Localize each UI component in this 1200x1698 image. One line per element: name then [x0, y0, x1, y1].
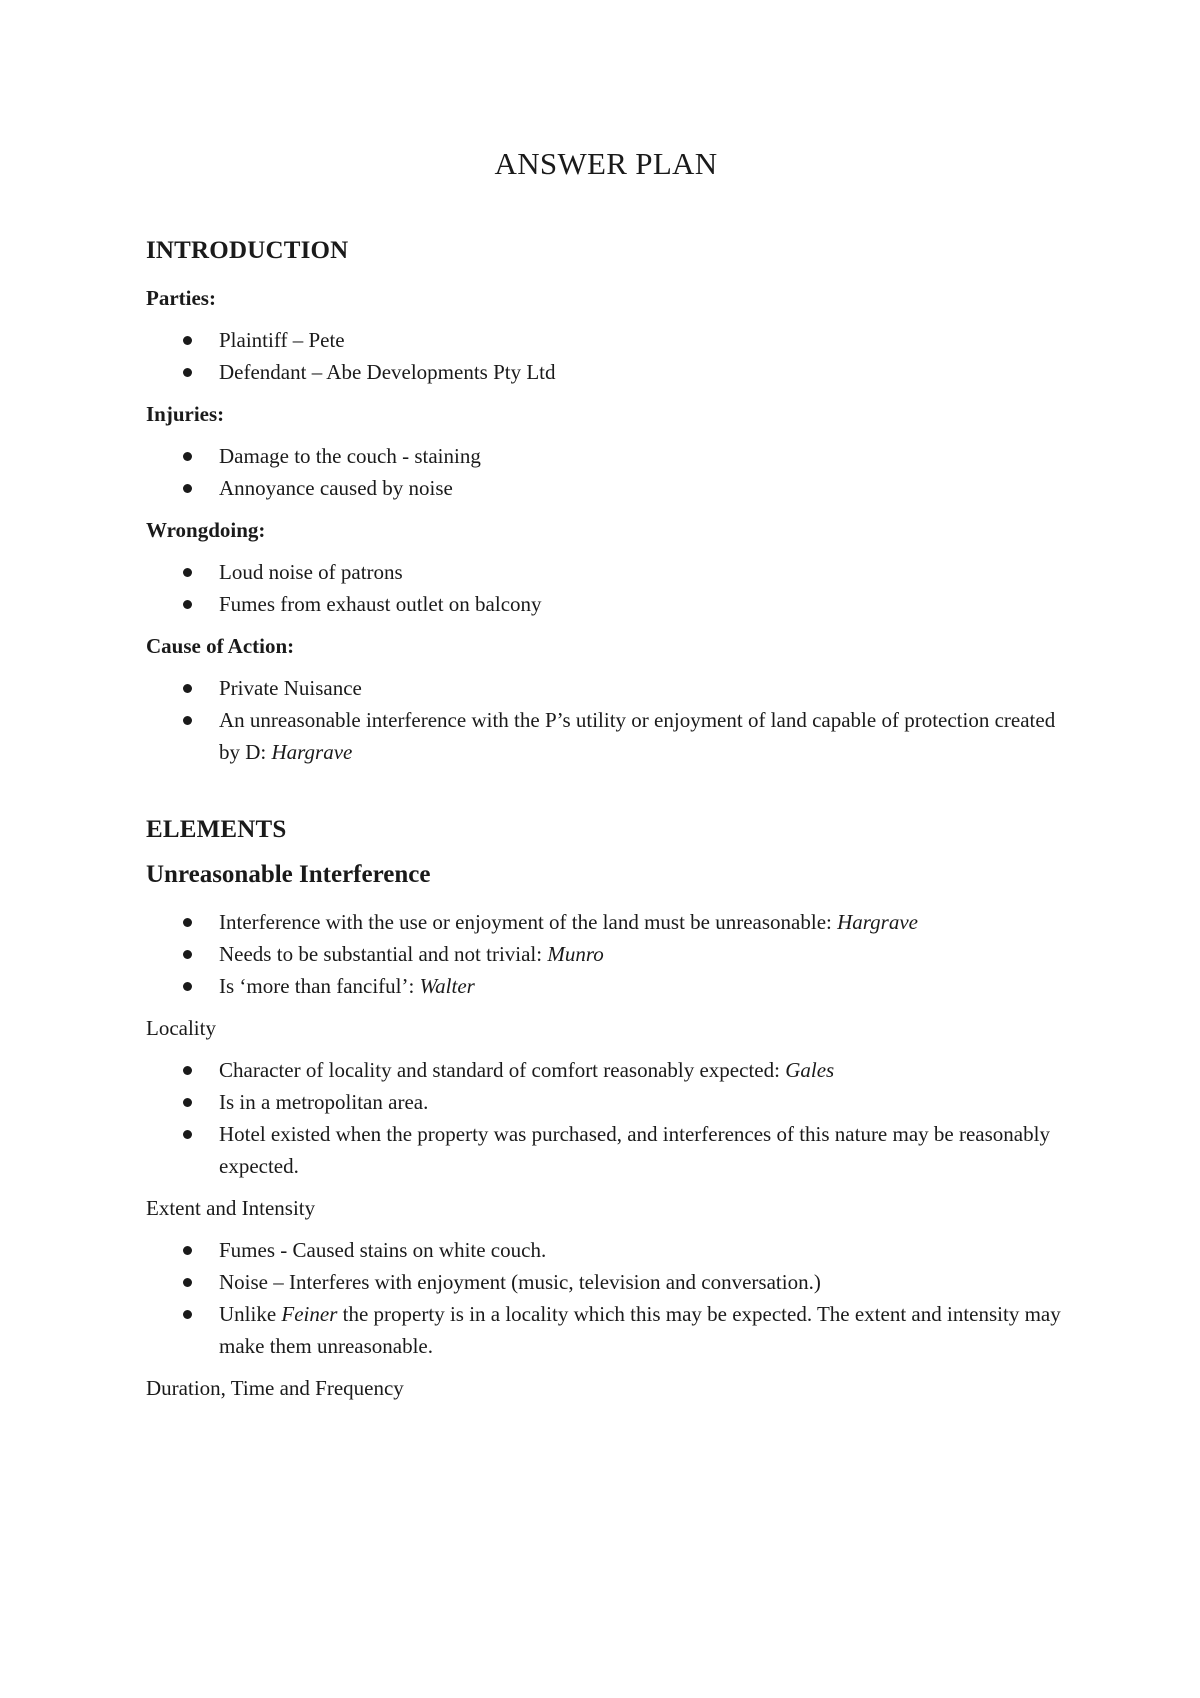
- list-item: [146, 588, 1066, 620]
- list-item: [146, 1054, 1066, 1086]
- unreasonable-interference-heading: Unreasonable Interference: [146, 861, 431, 888]
- injuries-label: Injuries:: [146, 402, 225, 426]
- list-item-text: Is in a metropolitan area.: [219, 1090, 429, 1114]
- cause-of-action-label: Cause of Action:: [146, 634, 295, 658]
- list-item: [146, 1118, 1066, 1182]
- duration-time-frequency-label: Duration, Time and Frequency: [146, 1376, 404, 1400]
- extent-intensity-list: [146, 1234, 1066, 1362]
- list-item: [146, 704, 1066, 768]
- list-item: [146, 906, 1066, 938]
- list-item: [146, 356, 1066, 388]
- list-item: [146, 1234, 1066, 1266]
- list-item: [146, 440, 1066, 472]
- bullet-icon: [183, 918, 192, 927]
- list-item-text: the property is in a locality which this may be expected. The extent and intensity may make them unreasonable.: [219, 1302, 1061, 1358]
- case-citation: Walter: [419, 974, 475, 998]
- case-citation: Gales: [785, 1058, 835, 1082]
- bullet-icon: [183, 1278, 192, 1287]
- list-item: [146, 324, 1066, 356]
- extent-intensity-label: Extent and Intensity: [146, 1196, 316, 1220]
- list-item: [146, 472, 1066, 504]
- bullet-icon: [183, 568, 192, 577]
- list-item-text: Needs to be substantial and not trivial:: [219, 942, 548, 966]
- list-item: [146, 938, 1066, 970]
- locality-label: Locality: [146, 1016, 216, 1040]
- case-citation: Hargrave: [271, 740, 353, 764]
- bullet-icon: [183, 1130, 192, 1139]
- bullet-icon: [183, 1310, 192, 1319]
- bullet-icon: [183, 1066, 192, 1075]
- list-item: [146, 1086, 1066, 1118]
- list-item: [146, 1266, 1066, 1298]
- injuries-list: [146, 440, 1066, 504]
- case-citation: Munro: [547, 942, 604, 966]
- list-item-text: An unreasonable interference with the P’s utility or enjoyment of land capable of protection created by D:: [219, 708, 1056, 764]
- bullet-icon: [183, 336, 192, 345]
- bullet-icon: [183, 1098, 192, 1107]
- list-item-text: Is ‘more than fanciful’:: [219, 974, 420, 998]
- bullet-icon: [183, 600, 192, 609]
- cause-of-action-list: [146, 672, 1066, 768]
- wrongdoing-list: [146, 556, 1066, 620]
- elements-heading: ELEMENTS: [146, 816, 287, 843]
- list-item-text: Interference with the use or enjoyment of the land must be unreasonable:: [219, 910, 838, 934]
- list-item: [146, 1298, 1066, 1362]
- wrongdoing-label: Wrongdoing:: [146, 518, 266, 542]
- document-title: ANSWER PLAN: [494, 146, 718, 181]
- list-item-text: Damage to the couch - staining: [219, 444, 481, 468]
- list-item: [146, 556, 1066, 588]
- list-item-text: Plaintiff – Pete: [219, 328, 345, 352]
- bullet-icon: [183, 368, 192, 377]
- bullet-icon: [183, 684, 192, 693]
- list-item-text: Annoyance caused by noise: [219, 476, 453, 500]
- list-item-text: Character of locality and standard of comfort reasonably expected:: [219, 1058, 786, 1082]
- bullet-icon: [183, 484, 192, 493]
- bullet-icon: [183, 982, 192, 991]
- document-content: [146, 146, 1066, 1414]
- list-item-text: Unlike: [219, 1302, 282, 1326]
- locality-list: [146, 1054, 1066, 1182]
- list-item: [146, 970, 1066, 1002]
- list-item-text: Loud noise of patrons: [219, 560, 403, 584]
- case-citation: Hargrave: [837, 910, 918, 934]
- bullet-icon: [183, 452, 192, 461]
- bullet-icon: [183, 716, 192, 725]
- list-item-text: Hotel existed when the property was purchased, and interferences of this nature may be reasonably expected.: [219, 1122, 1050, 1178]
- unreasonable-interference-list: [146, 906, 1066, 1002]
- list-item-text: Private Nuisance: [219, 676, 362, 700]
- introduction-heading: INTRODUCTION: [146, 237, 349, 264]
- parties-label: Parties:: [146, 286, 216, 310]
- case-citation: Feiner: [281, 1302, 338, 1326]
- list-item-text: Fumes - Caused stains on white couch.: [219, 1238, 547, 1262]
- bullet-icon: [183, 950, 192, 959]
- list-item-text: Defendant – Abe Developments Pty Ltd: [219, 360, 556, 384]
- list-item-text: Fumes from exhaust outlet on balcony: [219, 592, 542, 616]
- bullet-icon: [183, 1246, 192, 1255]
- parties-list: [146, 324, 1066, 388]
- list-item-text: Noise – Interferes with enjoyment (music, television and conversation.): [219, 1270, 821, 1294]
- list-item: [146, 672, 1066, 704]
